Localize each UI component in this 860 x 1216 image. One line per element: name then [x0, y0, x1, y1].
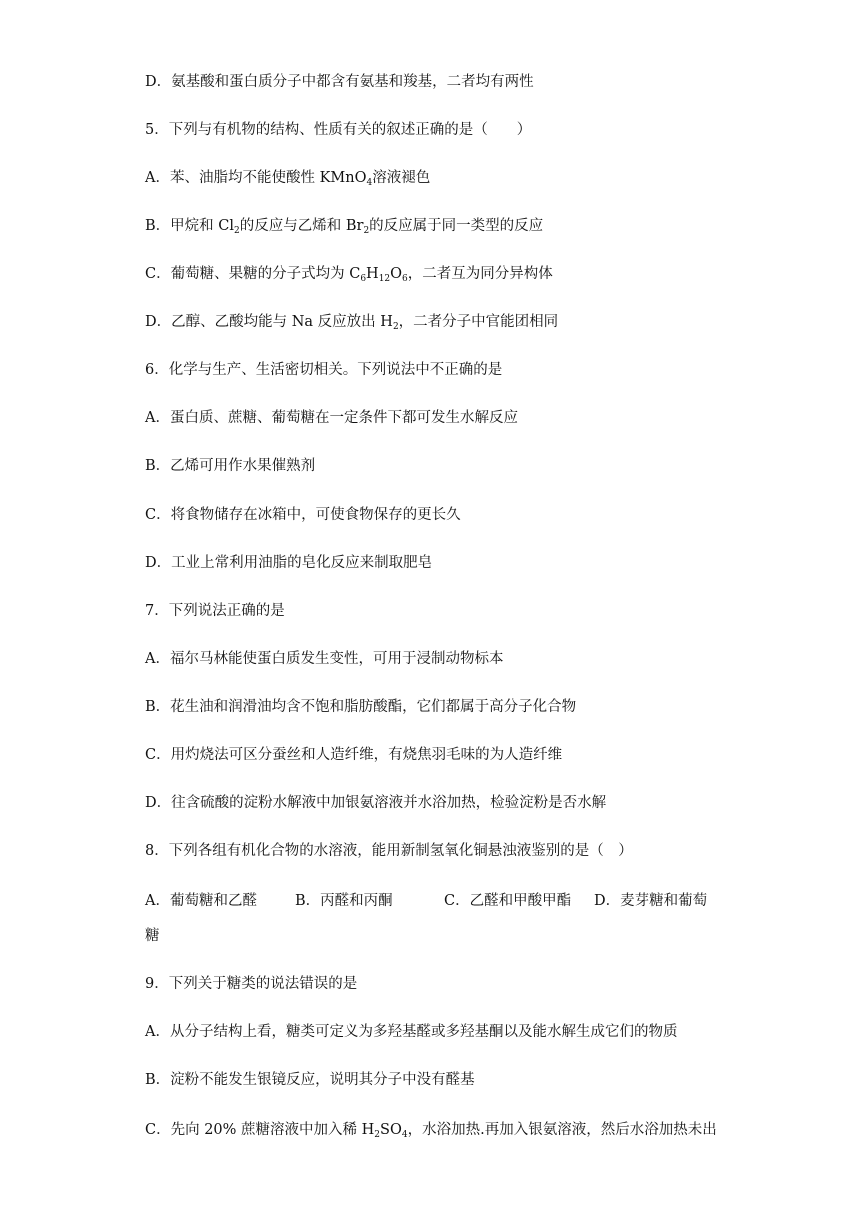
q5-option-d: D．乙醇、乙酸均能与 Na 反应放出 $H_2$，二者分子中官能团相同	[145, 314, 559, 332]
q5-option-c: C．葡萄糖、果糖的分子式均为 $C_6H_{12}O_6$，二者互为同分异构体	[145, 266, 553, 284]
q6-option-d: D．工业上常利用油脂的皂化反应来制取肥皂	[145, 555, 433, 571]
q8-option-b: B．丙醛和丙酮	[295, 893, 393, 909]
q8-option-d-wrap: 糖	[145, 928, 160, 944]
q5-option-a: A．苯、油脂均不能使酸性 KMnO$_4$溶液褪色	[145, 170, 431, 188]
q8-option-d: D．麦芽糖和葡萄	[594, 893, 708, 909]
q7-option-c: C．用灼烧法可区分蚕丝和人造纤维，有烧焦羽毛味的为人造纤维	[145, 747, 563, 763]
q5-option-b: B．甲烷和 $Cl_2$的反应与乙烯和 $Br_2$的反应属于同一类型的反应	[145, 218, 544, 236]
q8-option-a: A．葡萄糖和乙醛	[145, 893, 257, 909]
q6-stem: 6．化学与生产、生活密切相关。下列说法中不正确的是	[145, 362, 503, 378]
q9-stem: 9．下列关于糖类的说法错误的是	[145, 976, 358, 992]
q8-option-c: C．乙醛和甲酸甲酯	[444, 893, 572, 909]
q9-option-b: B．淀粉不能发生银镜反应，说明其分子中没有醛基	[145, 1072, 475, 1088]
q7-option-d: D．往含硫酸的淀粉水解液中加银氨溶液并水浴加热，检验淀粉是否水解	[145, 795, 607, 811]
q5-stem: 5．下列与有机物的结构、性质有关的叙述正确的是（ ）	[145, 122, 532, 138]
q7-stem: 7．下列说法正确的是	[145, 603, 285, 619]
q9-option-c: C．先向 20% 蔗糖溶液中加入稀 $H_2SO_4$，水浴加热.再加入银氨溶液，然后水浴加热未出	[145, 1122, 717, 1140]
q7-option-b: B．花生油和润滑油均含不饱和脂肪酸酯，它们都属于高分子化合物	[145, 699, 577, 715]
q6-option-a: A．蛋白质、蔗糖、葡萄糖在一定条件下都可发生水解反应	[145, 410, 518, 426]
q8-stem: 8．下列各组有机化合物的水溶液，能用新制氢氧化铜悬浊液鉴别的是（ ）	[145, 843, 633, 859]
q6-option-c: C．将食物储存在冰箱中，可使食物保存的更长久	[145, 507, 461, 523]
q7-option-a: A．福尔马林能使蛋白质发生变性，可用于浸制动物标本	[145, 651, 504, 667]
q9-option-a: A．从分子结构上看，糖类可定义为多羟基醛或多羟基酮以及能水解生成它们的物质	[145, 1024, 678, 1040]
q6-option-b: B．乙烯可用作水果催熟剂	[145, 458, 316, 474]
q4-option-d: D．氨基酸和蛋白质分子中都含有氨基和羧基，二者均有两性	[145, 74, 534, 90]
